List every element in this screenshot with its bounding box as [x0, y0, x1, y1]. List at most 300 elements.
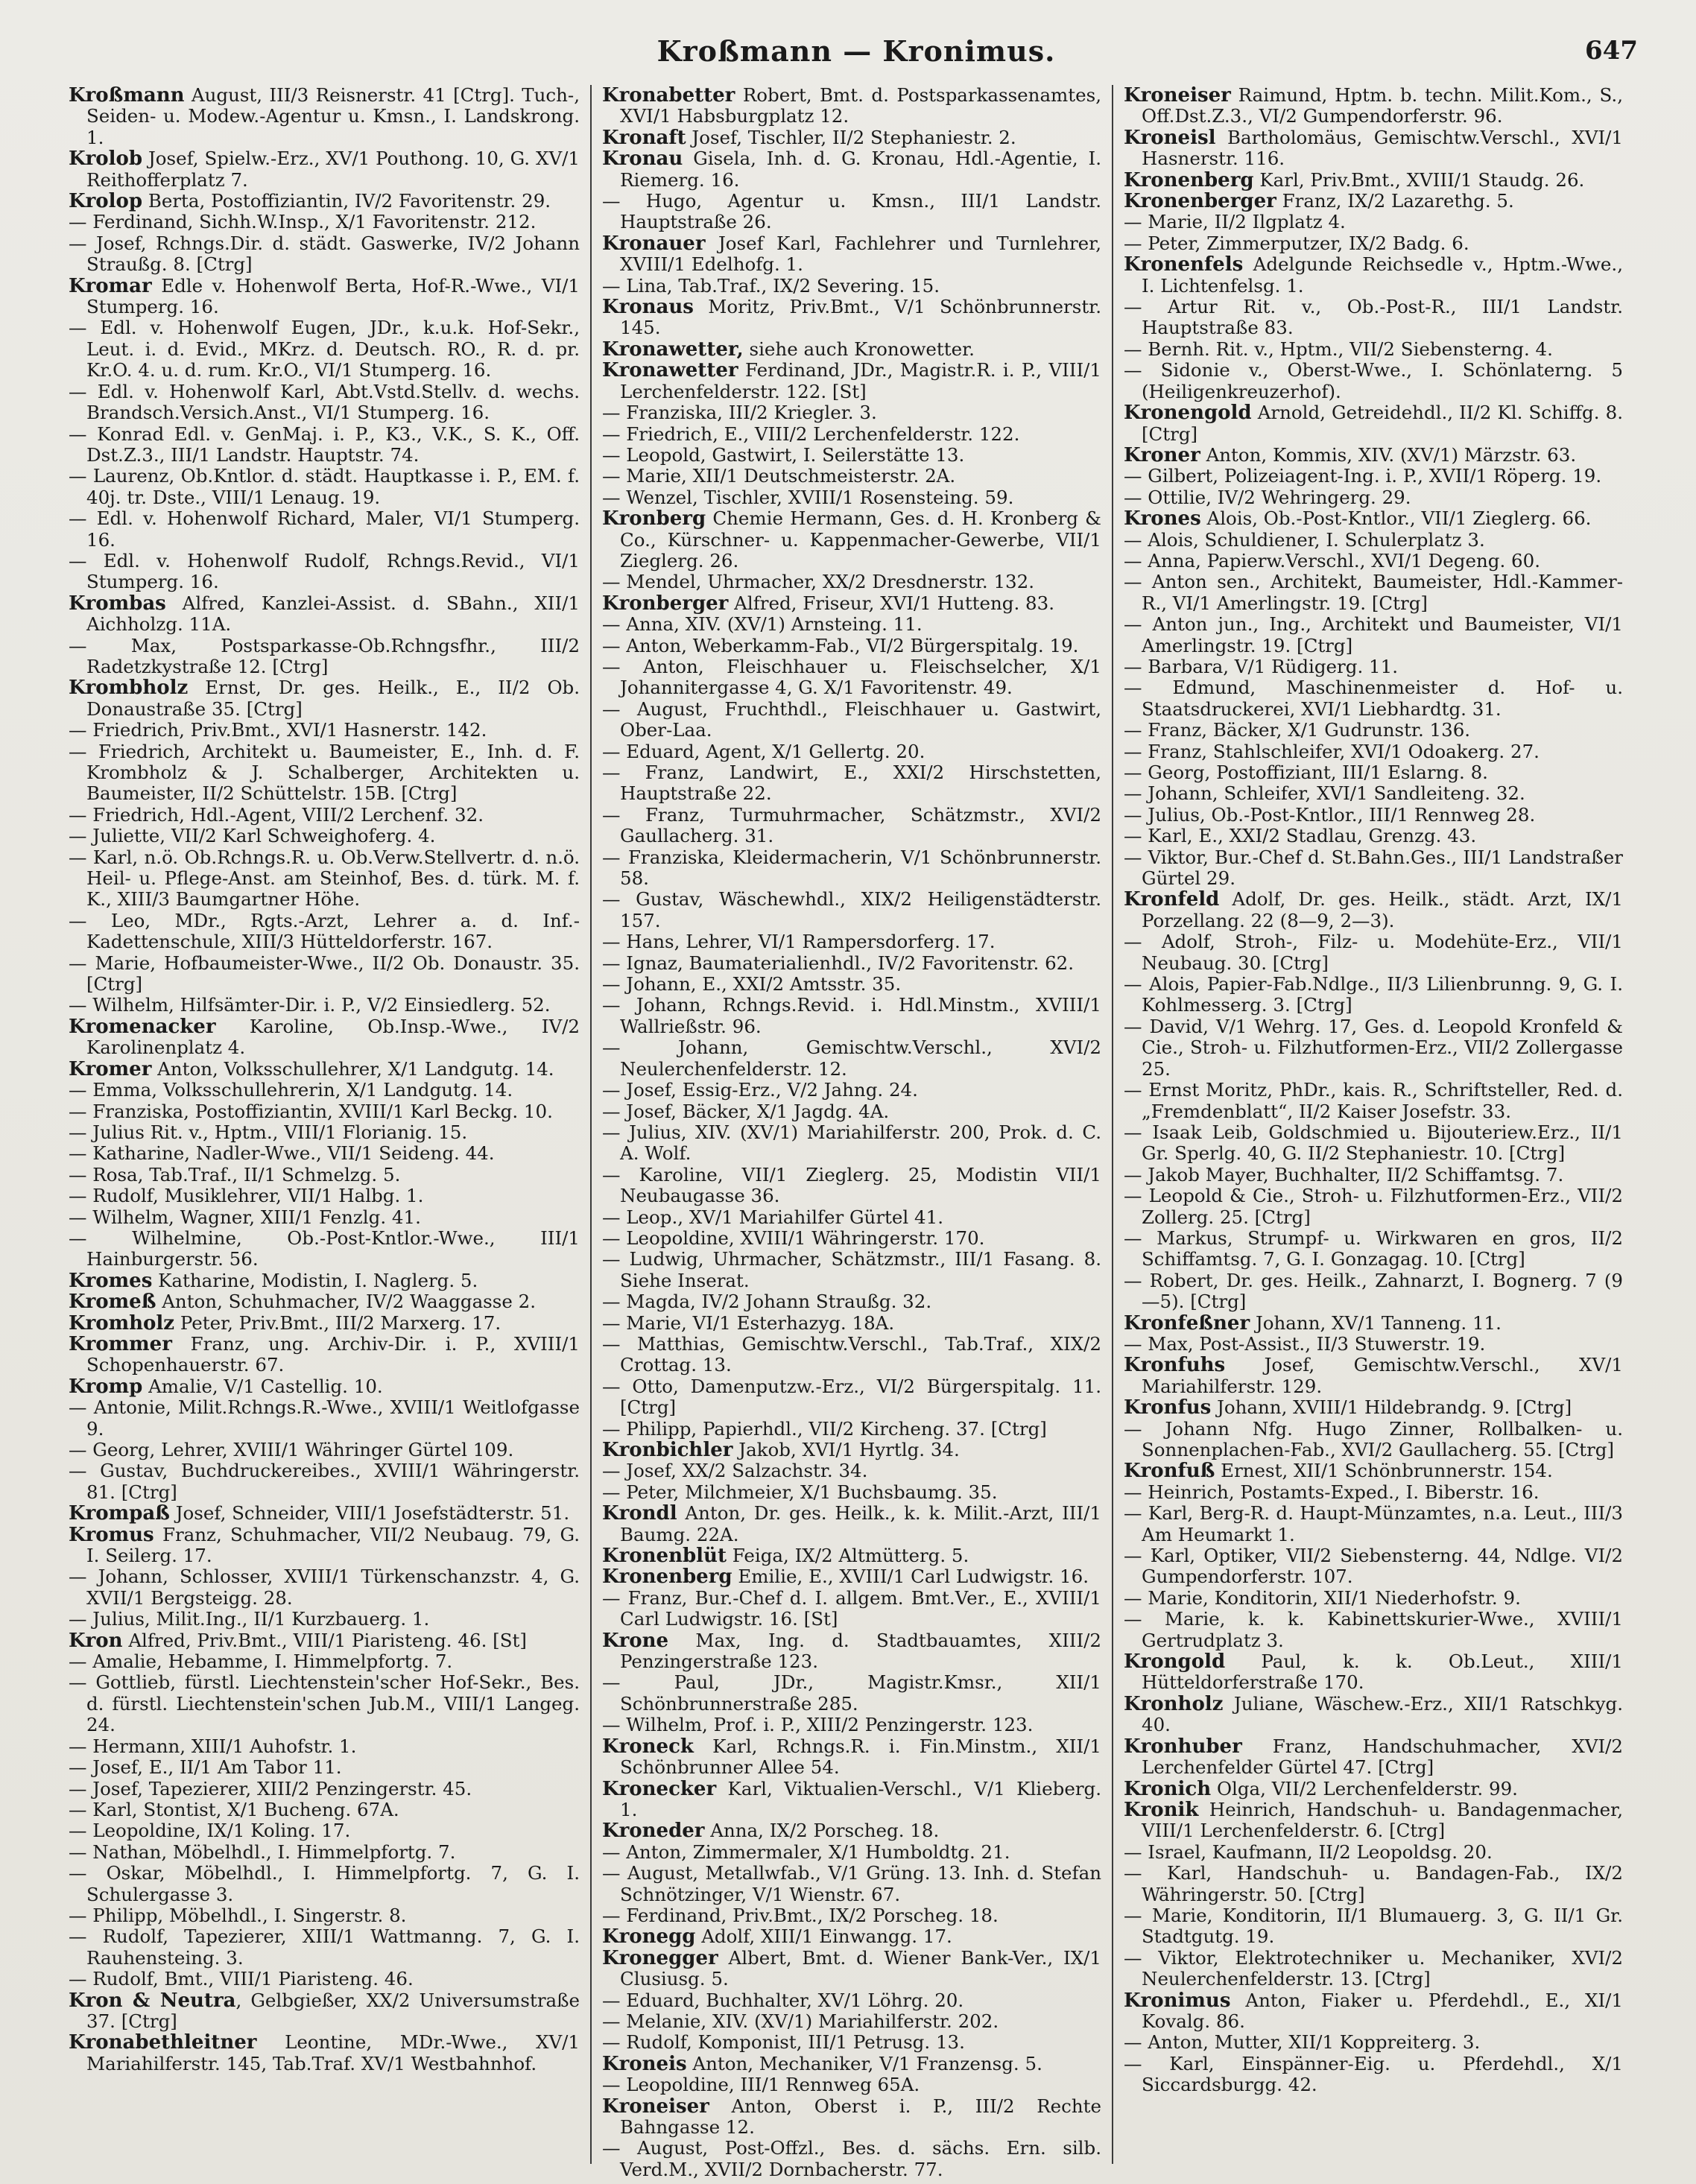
directory-entry: [602, 889, 1101, 931]
directory-entry: [602, 1905, 1101, 1926]
entry-text: Leontine, MDr.-Wwe., XV/1 Mariahilferstr. 145, Tab.Traf. XV/1 Westbahnhof.: [86, 2031, 580, 2074]
directory-entry: [69, 382, 580, 424]
entry-surname: Kromes: [69, 1269, 153, 1292]
entry-text: Alfred, Friseur, XVI/1 Hutteng. 83.: [728, 592, 1055, 614]
directory-entry: [602, 656, 1101, 699]
entry-text: — Josef, XX/2 Salzachstr. 34.: [602, 1460, 868, 1482]
directory-entry: [1124, 1905, 1623, 1948]
entry-text: — Alois, Papier-Fab.Ndlge., II/3 Lilienbrunng. 9, G. I. Kohlmesserg. 3. [Ctrg]: [1124, 973, 1623, 1016]
directory-entry: [602, 931, 1101, 952]
directory-entry: [1124, 783, 1623, 804]
entry-text: Karl, Rchngs.R. i. Fin.Minstm., XII/1 Schönbrunner Allee 54.: [620, 1735, 1101, 1779]
directory-entry: [69, 1842, 580, 1863]
directory-entry: [1124, 741, 1623, 762]
directory-entry: [602, 1249, 1101, 1291]
entry-text: — Friedrich, Hdl.-Agent, VIII/2 Lerchenf. 32.: [69, 803, 484, 826]
entry-text: — Rudolf, Tapezierer, XIII/1 Wattmanng. 7, G. I. Rauhensteing. 3.: [69, 1925, 580, 1969]
entry-text: — Heinrich, Postamts-Exped., I. Biberstr. 16.: [1124, 1481, 1540, 1503]
directory-entry: [1124, 1482, 1623, 1503]
entry-surname: Kronauer: [602, 232, 706, 255]
directory-entry: [602, 339, 1101, 360]
entry-text: — Josef, Essig-Erz., V/2 Jahng. 24.: [602, 1079, 918, 1101]
directory-entry: [69, 1736, 580, 1757]
entry-surname: Kronawetter: [602, 359, 738, 382]
directory-entry: [602, 1313, 1101, 1334]
entry-text: — Marie, k. k. Kabinettskurier-Wwe., XVIII/1 Gertrudplatz 3.: [1124, 1608, 1623, 1651]
entry-text: — Josef, Tapezierer, XIII/2 Penzingerstr. 45.: [69, 1777, 472, 1800]
entry-surname: Krondl: [602, 1502, 677, 1525]
entry-surname: Kronimus: [1124, 1989, 1231, 2012]
entry-surname: Kroneis: [602, 2052, 687, 2075]
directory-entry: [69, 191, 580, 212]
directory-entry: [1124, 1016, 1623, 1080]
entry-text: — Julius Rit. v., Hptm., VIII/1 Florianig. 15.: [69, 1121, 468, 1143]
directory-entry: [69, 1313, 580, 1334]
directory-entry: [69, 911, 580, 953]
entry-text: — Max, Post-Assist., II/3 Stuwerstr. 19.: [1124, 1332, 1486, 1355]
directory-entry: [602, 1672, 1101, 1715]
entry-surname: Kronfus: [1124, 1396, 1212, 1419]
directory-entry: [1124, 551, 1623, 572]
entry-text: — Karl, Optiker, VII/2 Siebensterng. 44, Ndlge. VI/2 Gumpendorferstr. 107.: [1124, 1545, 1623, 1588]
entry-text: — Franz, Bäcker, X/1 Gudrunstr. 136.: [1124, 719, 1471, 741]
directory-entry: [602, 1990, 1101, 2011]
directory-entry: [1124, 1334, 1623, 1355]
directory-entry: [602, 466, 1101, 487]
entry-text: Josef, Gemischtw.Verschl., XV/1 Mariahilferstr. 129.: [1142, 1354, 1623, 1397]
entry-text: — Franz, Landwirt, E., XXI/2 Hirschstetten, Hauptstraße 22.: [602, 762, 1101, 805]
entry-surname: Kroneiser: [1124, 84, 1231, 107]
entry-text: Albert, Bmt. d. Wiener Bank-Ver., IX/1 Clusiusg. 5.: [620, 1946, 1101, 1990]
entry-surname: Kronenberger: [1124, 190, 1276, 213]
entry-text: Max, Ing. d. Stadtbauamtes, XIII/2 Penzingerstraße 123.: [620, 1629, 1101, 1673]
directory-entry: [602, 1545, 1101, 1566]
entry-text: Josef, Spielw.-Erz., XV/1 Pouthong. 10, G. XV/1 Reithofferplatz 7.: [86, 148, 580, 191]
directory-entry: [602, 1926, 1101, 1947]
entry-text: — Mendel, Uhrmacher, XX/2 Dresdnerstr. 132.: [602, 571, 1034, 593]
entry-surname: Kromar: [69, 274, 152, 297]
directory-entry: [1124, 889, 1623, 931]
entry-text: — Anton sen., Architekt, Baumeister, Hdl.-Kammer-R., VI/1 Amerlingstr. 19. [Ctrg]: [1124, 571, 1623, 614]
entry-text: Anton, Volksschullehrer, X/1 Landgutg. 14.: [151, 1057, 554, 1080]
entry-surname: Kronich: [1124, 1777, 1212, 1800]
directory-entry: [69, 317, 580, 381]
entry-text: — Karoline, VII/1 Zieglerg. 25, Modistin VII/1 Neubaugasse 36.: [602, 1163, 1101, 1207]
entry-surname: Krolob: [69, 148, 143, 171]
entry-text: — August, Metallwfab., V/1 Grüng. 13. Inh. d. Stefan Schnötzinger, V/1 Wienstr. 67.: [602, 1862, 1101, 1905]
entry-surname: Krommer: [69, 1332, 172, 1355]
directory-entry: [1124, 1948, 1623, 1990]
entry-text: — Karl, E., XXI/2 Stadlau, Grenzg. 43.: [1124, 825, 1477, 847]
entry-text: — Johann Nfg. Hugo Zinner, Rollbalken- u. Sonnenplachen-Fab., XVI/2 Gaullacherg. 55. [Ctrg]: [1124, 1417, 1623, 1460]
entry-text: Alfred, Kanzlei-Assist. d. SBahn., XII/1 Aichholzg. 11A.: [86, 592, 580, 636]
directory-entry: [1124, 1779, 1623, 1800]
directory-entry: [602, 2054, 1101, 2074]
entry-text: — Anton, Fleischhauer u. Fleischselcher, X/1 Johannitergasse 4, G. X/1 Favoritenstr. 49.: [602, 655, 1101, 699]
directory-entry: [602, 1820, 1101, 1841]
entry-surname: Kronfeßner: [1124, 1311, 1250, 1335]
directory-entry: [602, 1842, 1101, 1863]
directory-entry: [69, 677, 580, 720]
entry-text: — Jakob Mayer, Buchhalter, II/2 Schiffamtsg. 7.: [1124, 1163, 1564, 1186]
entry-surname: Krone: [602, 1629, 669, 1652]
directory-entry: [602, 1482, 1101, 1503]
entry-text: Alfred, Priv.Bmt., VIII/1 Piaristeng. 46. [St]: [122, 1629, 527, 1651]
entry-text: — Wilhelm, Prof. i. P., XIII/2 Penzingerstr. 123.: [602, 1714, 1034, 1736]
directory-entry: [1124, 1419, 1623, 1461]
entry-text: Jakob, XVI/1 Hyrtlg. 34.: [732, 1439, 960, 1460]
directory-entry: [1124, 847, 1623, 890]
entry-surname: Kronabethleitner: [69, 2031, 257, 2054]
directory-entry: [69, 995, 580, 1016]
directory-entry: [602, 297, 1101, 339]
directory-entry: [1124, 1165, 1623, 1186]
directory-entry: [1124, 466, 1623, 487]
directory-entry: [1124, 85, 1623, 127]
entry-text: — Emma, Volksschullehrerin, X/1 Landgutg. 14.: [69, 1079, 513, 1101]
entry-surname: Krompaß: [69, 1502, 170, 1525]
entry-text: — Anna, Papierw.Verschl., XVI/1 Degeng. 60.: [1124, 549, 1540, 572]
entry-text: — Bernh. Rit. v., Hptm., VII/2 Siebensterng. 4.: [1124, 338, 1553, 360]
directory-entry: [602, 762, 1101, 805]
directory-entry: [69, 1863, 580, 1905]
entry-text: — Friedrich, Architekt u. Baumeister, E., Inh. d. F. Krombholz & J. Schalberger, Architekten u. Baumeister, II/2 Schüttelstr. 15B. [Ctrg]: [69, 740, 580, 805]
directory-entry: [69, 741, 580, 805]
entry-text: — Artur Rit. v., Ob.-Post-R., III/1 Landstr. Hauptstraße 83.: [1124, 296, 1623, 339]
entry-text: Alois, Ob.-Post-Kntlor., VII/1 Zieglerg. 66.: [1200, 507, 1592, 530]
entry-text: Josef, Schneider, VIII/1 Josefstädterstr. 51.: [169, 1502, 570, 1525]
entry-text: Amalie, V/1 Castellig. 10.: [142, 1375, 383, 1397]
directory-entry: [602, 1101, 1101, 1122]
directory-entry: [602, 847, 1101, 890]
entry-surname: Kronenberg: [1124, 168, 1254, 192]
entry-text: — Karl, Handschuh- u. Bandagen-Fab., IX/2 Währingerstr. 50. [Ctrg]: [1124, 1862, 1623, 1905]
directory-entry: [602, 1228, 1101, 1249]
entry-text: , Gelbgießer, XX/2 Universumstraße 37. [Ctrg]: [86, 1989, 580, 2032]
directory-entry: [602, 1037, 1101, 1080]
entry-text: — Philipp, Möbelhdl., I. Singerstr. 8.: [69, 1904, 407, 1926]
entry-text: Paul, k. k. Ob.Leut., XIII/1 Hütteldorferstraße 170.: [1142, 1650, 1623, 1694]
entry-text: — Amalie, Hebamme, I. Himmelpfortg. 7.: [69, 1650, 453, 1673]
entry-text: — Franziska, Postoffiziantin, XVIII/1 Karl Beckg. 10.: [69, 1100, 553, 1122]
directory-entry: [1124, 572, 1623, 614]
entry-surname: Kroner: [1124, 443, 1200, 466]
directory-entry: [69, 1503, 580, 1524]
entry-surname: Kromer: [69, 1057, 152, 1080]
entry-text: — Sidonie v., Oberst-Wwe., I. Schönlaterng. 5 (Heiligenkreuzerhof).: [1124, 359, 1623, 402]
entry-surname: Kronawetter,: [602, 338, 744, 361]
entry-text: Franz, IX/2 Lazarethg. 5.: [1276, 190, 1514, 212]
directory-entry: [1124, 1651, 1623, 1694]
entry-text: — Alois, Schuldiener, I. Schulerplatz 3.: [1124, 528, 1485, 551]
entry-text: Josef Karl, Fachlehrer und Turnlehrer, XVIII/1 Edelhofg. 1.: [620, 232, 1101, 276]
entry-text: Anton, Dr. ges. Heilk., k. k. Milit.-Arzt, III/1 Baumg. 22A.: [620, 1502, 1101, 1545]
directory-entry: [1124, 805, 1623, 826]
directory-entry: [1124, 826, 1623, 846]
entry-text: — Otto, Damenputzw.-Erz., VI/2 Bürgerspitalg. 11. [Ctrg]: [602, 1375, 1101, 1419]
directory-entry: [69, 85, 580, 148]
directory-entry: [1124, 656, 1623, 677]
directory-entry: [1124, 1863, 1623, 1905]
entry-text: Adolf, XIII/1 Einwangg. 17.: [695, 1925, 952, 1948]
entry-surname: Kronholz: [1124, 1692, 1224, 1715]
page-header: [69, 34, 1644, 76]
directory-entry: [602, 2138, 1101, 2180]
directory-entry: [1124, 445, 1623, 466]
entry-surname: Kronaft: [602, 126, 686, 149]
directory-entry: [1124, 127, 1623, 170]
entry-text: — Israel, Kaufmann, II/2 Leopoldsg. 20.: [1124, 1840, 1493, 1863]
entry-text: — Edmund, Maschinenmeister d. Hof- u. Staatsdruckerei, XVI/1 Liebhardtg. 31.: [1124, 677, 1623, 720]
entry-text: — Karl, Einspänner-Eig. u. Pferdehdl., X/1 Siccardsburgg. 42.: [1124, 2052, 1623, 2096]
entry-surname: Kronegger: [602, 1946, 718, 1969]
entry-text: — Ignaz, Baumaterialienhdl., IV/2 Favoritenstr. 62.: [602, 952, 1075, 974]
directory-entry: [602, 424, 1101, 445]
entry-text: Emilie, E., XVIII/1 Carl Ludwigstr. 16.: [732, 1566, 1089, 1588]
directory-entry: [1124, 931, 1623, 974]
directory-entry: [602, 699, 1101, 741]
directory-entry: [602, 741, 1101, 762]
entry-text: — Katharine, Nadler-Wwe., VII/1 Seideng. 44.: [69, 1142, 495, 1165]
entry-text: siehe auch Kronowetter.: [743, 338, 975, 360]
entry-surname: Kroneisl: [1124, 126, 1216, 149]
directory-entry: [69, 1334, 580, 1376]
directory-entry: [69, 1059, 580, 1080]
entry-surname: Kromenacker: [69, 1015, 216, 1038]
entry-text: — Edl. v. Hohenwolf Rudolf, Rchngs.Revid., VI/1 Stumperg. 16.: [69, 549, 580, 593]
entry-surname: Kroneck: [602, 1735, 694, 1758]
entry-text: — Max, Postsparkasse-Ob.Rchngsfhr., III/2 Radetzkystraße 12. [Ctrg]: [69, 634, 580, 677]
directory-entry: [69, 1905, 580, 1926]
entry-text: — Nathan, Möbelhdl., I. Himmelpfortg. 7.: [69, 1840, 456, 1863]
directory-entry: [1124, 1355, 1623, 1397]
directory-entry: [602, 233, 1101, 276]
entry-surname: Kronecker: [602, 1777, 717, 1800]
directory-entry: [602, 1736, 1101, 1779]
directory-entry: [1124, 360, 1623, 402]
directory-entry: [1124, 508, 1623, 529]
entry-text: — Peter, Milchmeier, X/1 Buchsbaumg. 35.: [602, 1481, 998, 1503]
entry-text: — Johann, Gemischtw.Verschl., XVI/2 Neulerchenfelderstr. 12.: [602, 1036, 1101, 1080]
entry-text: — Wilhelmine, Ob.-Post-Kntlor.-Wwe., III/1 Hainburgerstr. 56.: [69, 1226, 580, 1270]
directory-entry: [69, 148, 580, 191]
directory-entry: [602, 508, 1101, 572]
entry-text: — Marie, II/2 Ilgplatz 4.: [1124, 211, 1346, 233]
entry-surname: Kronenblüt: [602, 1545, 727, 1568]
directory-entry: [602, 1566, 1101, 1587]
directory-entry: [602, 1948, 1101, 1990]
directory-entry: [1124, 233, 1623, 254]
entry-text: Ernest, XII/1 Schönbrunnerstr. 154.: [1215, 1460, 1553, 1482]
entry-surname: Krombholz: [69, 677, 189, 700]
directory-entry: [1124, 1186, 1623, 1228]
entry-text: — Leo, MDr., Rgts.-Arzt, Lehrer a. d. Inf.-Kadettenschule, XIII/3 Hütteldorferstr. 167.: [69, 909, 580, 953]
entry-text: Josef, Tischler, II/2 Stephaniestr. 2.: [686, 126, 1016, 148]
directory-entry: [602, 2032, 1101, 2053]
entry-text: Moritz, Priv.Bmt., V/1 Schönbrunnerstr. 145.: [620, 296, 1101, 339]
entry-text: Karoline, Ob.Insp.-Wwe., IV/2 Karolinenplatz 4.: [86, 1015, 580, 1059]
entry-text: — Wilhelm, Wagner, XIII/1 Fenzlg. 41.: [69, 1206, 421, 1228]
entry-text: — Rosa, Tab.Traf., II/1 Schmelzg. 5.: [69, 1163, 401, 1186]
entry-text: — Oskar, Möbelhdl., I. Himmelpfortg. 7, G. I. Schulergasse 3.: [69, 1862, 580, 1905]
entry-text: Robert, Bmt. d. Postsparkassenamtes, XVI/1 Habsburgplatz 12.: [620, 84, 1101, 127]
directory-entry: [69, 466, 580, 508]
entry-surname: Kroßmann: [69, 84, 185, 107]
directory-entry: [1124, 2032, 1623, 2053]
entry-text: — Barbara, V/1 Rüdigerg. 11.: [1124, 655, 1398, 677]
entry-text: August, III/3 Reisnerstr. 41 [Ctrg]. Tuch-, Seiden- u. Modew.-Agentur u. Kmsn., I. Landskrong. 1.: [86, 84, 580, 148]
entry-text: — Marie, VI/1 Esterhazyg. 18A.: [602, 1311, 895, 1334]
directory-entry: [69, 233, 580, 276]
entry-text: — Josef, Rchngs.Dir. d. städt. Gaswerke, IV/2 Johann Straußg. 8. [Ctrg]: [69, 232, 580, 276]
directory-entry: [69, 424, 580, 466]
entry-text: — Rudolf, Komponist, III/1 Petrusg. 13.: [602, 2031, 965, 2054]
directory-entry: [69, 1525, 580, 1567]
entry-text: Raimund, Hptm. b. techn. Milit.Kom., S., Off.Dst.Z.3., VI/2 Gumpendorferstr. 96.: [1142, 84, 1623, 127]
entry-text: — Franziska, III/2 Kriegler. 3.: [602, 402, 877, 424]
directory-entry: [1124, 1080, 1623, 1122]
directory-entry: [1124, 974, 1623, 1016]
directory-entry: [602, 1460, 1101, 1481]
entry-text: — Julius, Milit.Ing., II/1 Kurzbauerg. 1.: [69, 1608, 430, 1630]
directory-entry: [69, 1101, 580, 1122]
directory-entry: [602, 953, 1101, 974]
entry-text: — Leopoldine, III/1 Rennweg 65A.: [602, 2074, 920, 2096]
entry-text: — Paul, JDr., Magistr.Kmsr., XII/1 Schönbrunnerstraße 285.: [602, 1671, 1101, 1715]
entry-text: Ernst, Dr. ges. Heilk., E., II/2 Ob. Donaustraße 35. [Ctrg]: [86, 677, 580, 720]
entry-text: Anton, Mechaniker, V/1 Franzensg. 5.: [686, 2052, 1042, 2074]
entry-surname: Kronfuhs: [1124, 1354, 1226, 1377]
entry-text: — Lina, Tab.Traf., IX/2 Severing. 15.: [602, 274, 940, 297]
directory-entry: [602, 487, 1101, 508]
directory-entry: [69, 508, 580, 551]
entry-text: Katharine, Modistin, I. Naglerg. 5.: [152, 1269, 478, 1291]
directory-entry: [69, 1397, 580, 1440]
entry-text: — David, V/1 Wehrg. 17, Ges. d. Leopold Kronfeld & Cie., Stroh- u. Filzhutformen-Erz., VII/2 Zollergasse 25.: [1124, 1015, 1623, 1080]
directory-entry: [1124, 1842, 1623, 1863]
entry-text: — Franziska, Kleidermacherin, V/1 Schönbrunnerstr. 58.: [602, 846, 1101, 890]
directory-entry: [602, 1715, 1101, 1735]
entry-text: — Anton, Weberkamm-Fab., VI/2 Bürgerspitalg. 19.: [602, 634, 1079, 656]
directory-entry: [602, 1165, 1101, 1207]
directory-entry: [602, 445, 1101, 466]
entry-text: — Ferdinand, Sichh.W.Insp., X/1 Favoritenstr. 212.: [69, 211, 537, 233]
directory-entry: [602, 1291, 1101, 1312]
entry-surname: Kronau: [602, 148, 683, 171]
entry-text: — Gustav, Buchdruckereibes., XVIII/1 Währingerstr. 81. [Ctrg]: [69, 1460, 580, 1503]
entry-text: Franz, ung. Archiv-Dir. i. P., XVIII/1 Schopenhauerstr. 67.: [86, 1332, 580, 1376]
entry-text: — Anton, Mutter, XII/1 Koppreiterg. 3.: [1124, 2031, 1481, 2054]
entry-surname: Kronfeld: [1124, 888, 1220, 911]
entry-surname: Kromeß: [69, 1291, 156, 1314]
directory-entry: [1124, 1460, 1623, 1481]
directory-entry: [602, 614, 1101, 635]
entry-text: — Josef, Bäcker, X/1 Jagdg. 4A.: [602, 1100, 890, 1122]
entry-text: Karl, Viktualien-Verschl., V/1 Klieberg. 1.: [620, 1777, 1101, 1820]
entry-text: — Matthias, Gemischtw.Verschl., Tab.Traf., XIX/2 Crottag. 13.: [602, 1332, 1101, 1376]
directory-entry: [1124, 677, 1623, 720]
entry-text: — Georg, Lehrer, XVIII/1 Währinger Gürtel 109.: [69, 1439, 514, 1460]
directory-entry: [69, 847, 580, 911]
entry-text: — Marie, Hofbaumeister-Wwe., II/2 Ob. Donaustr. 35. [Ctrg]: [69, 952, 580, 996]
entry-surname: Kronaus: [602, 296, 694, 319]
entry-text: — Franz, Stahlschleifer, XVI/1 Odoakerg. 27.: [1124, 740, 1540, 762]
directory-entry: [69, 593, 580, 636]
entry-text: — Leopold, Gastwirt, I. Seilerstätte 13.: [602, 443, 965, 466]
directory-entry: [1124, 1313, 1623, 1334]
directory-entry: [1124, 1800, 1623, 1842]
directory-entry: [1124, 212, 1623, 232]
directory-entry: [602, 1863, 1101, 1905]
entry-surname: Kronik: [1124, 1798, 1199, 1821]
directory-entry: [1124, 1122, 1623, 1165]
entry-text: — Josef, E., II/1 Am Tabor 11.: [69, 1756, 342, 1779]
entry-text: — Anton, Zimmermaler, X/1 Humboldtg. 21.: [602, 1840, 1010, 1863]
columns: [69, 84, 1644, 2180]
entry-text: Franz, Handschuhmacher, XVI/2 Lerchenfelder Gürtel 47. [Ctrg]: [1142, 1735, 1623, 1779]
directory-entry: [69, 1143, 580, 1164]
entry-surname: Kronenberg: [602, 1566, 732, 1589]
entry-surname: Kromp: [69, 1375, 143, 1398]
entry-text: — Viktor, Bur.-Chef d. St.Bahn.Ges., III/1 Landstraßer Gürtel 29.: [1124, 846, 1623, 890]
directory-entry: [1124, 1228, 1623, 1270]
entry-text: — Wenzel, Tischler, XVIII/1 Rosensteing. 59.: [602, 486, 1014, 508]
column-1: [69, 85, 590, 2164]
directory-entry: [69, 1460, 580, 1503]
entry-surname: Kronhuber: [1124, 1735, 1242, 1758]
entry-text: — Rudolf, Bmt., VIII/1 Piaristeng. 46.: [69, 1968, 414, 1990]
directory-entry: [69, 636, 580, 678]
directory-entry: [69, 1165, 580, 1186]
entry-text: — Anna, XIV. (XV/1) Arnsteing. 11.: [602, 613, 923, 636]
entry-text: — Johann, Rchngs.Revid. i. Hdl.Minstm., XVIII/1 Wallrießstr. 96.: [602, 994, 1101, 1037]
directory-entry: [602, 1779, 1101, 1821]
directory-entry: [69, 1757, 580, 1778]
entry-text: — Marie, XII/1 Deutschmeisterstr. 2A.: [602, 465, 956, 487]
entry-surname: Kronenfels: [1124, 253, 1244, 276]
directory-entry: [69, 551, 580, 593]
entry-text: — Antonie, Milit.Rchngs.R.-Wwe., XVIII/1 Weitlofgasse 9.: [69, 1396, 580, 1440]
directory-entry: [1124, 402, 1623, 445]
entry-text: — Robert, Dr. ges. Heilk., Zahnarzt, I. Bognerg. 7 (9—5). [Ctrg]: [1124, 1269, 1623, 1313]
directory-entry: [602, 191, 1101, 233]
directory-entry: [1124, 720, 1623, 741]
directory-entry: [1124, 1609, 1623, 1651]
directory-entry: [1124, 1990, 1623, 2033]
entry-text: Chemie Hermann, Ges. d. H. Kronberg & Co., Kürschner- u. Kappenmacher-Gewerbe, VII/1 Zieglerg. 26.: [620, 507, 1101, 572]
entry-text: Anton, Fiaker u. Pferdehdl., E., XI/1 Kovalg. 86.: [1142, 1989, 1623, 2032]
directory-entry: [602, 148, 1101, 191]
entry-surname: Krones: [1124, 507, 1201, 531]
entry-surname: Kroneiser: [602, 2095, 709, 2118]
entry-text: — Leopoldine, IX/1 Koling. 17.: [69, 1820, 351, 1842]
running-head: Kroßmann — Kronimus.: [656, 34, 1056, 68]
entry-text: — Edl. v. Hohenwolf Eugen, JDr., k.u.k. Hof-Sekr., Leut. i. d. Evid., MKrz. d. Deutsch. RO., R. d. pr. Kr.O. 4. u. d. rum. Kr.O., VI/1 Stumperg. 16.: [69, 317, 580, 382]
directory-entry: [1124, 614, 1623, 656]
directory-entry: [69, 1566, 580, 1609]
directory-entry: [69, 1779, 580, 1800]
directory-entry: [602, 593, 1101, 614]
entry-text: — Magda, IV/2 Johann Straußg. 32.: [602, 1291, 932, 1313]
entry-text: Adolf, Dr. ges. Heilk., städt. Arzt, IX/1 Porzellang. 22 (8—9, 2—3).: [1142, 888, 1623, 931]
directory-entry: [69, 1122, 580, 1143]
directory-entry: [69, 1969, 580, 1990]
entry-text: — August, Fruchthdl., Fleischhauer u. Gastwirt, Ober-Laa.: [602, 697, 1101, 741]
directory-entry: [602, 2096, 1101, 2139]
entry-text: — Karl, Berg-R. d. Haupt-Münzamtes, n.a. Leut., III/3 Am Heumarkt 1.: [1124, 1502, 1623, 1545]
entry-text: — Georg, Postoffiziant, III/1 Eslarng. 8.: [1124, 762, 1488, 783]
directory-entry: [602, 1440, 1101, 1460]
